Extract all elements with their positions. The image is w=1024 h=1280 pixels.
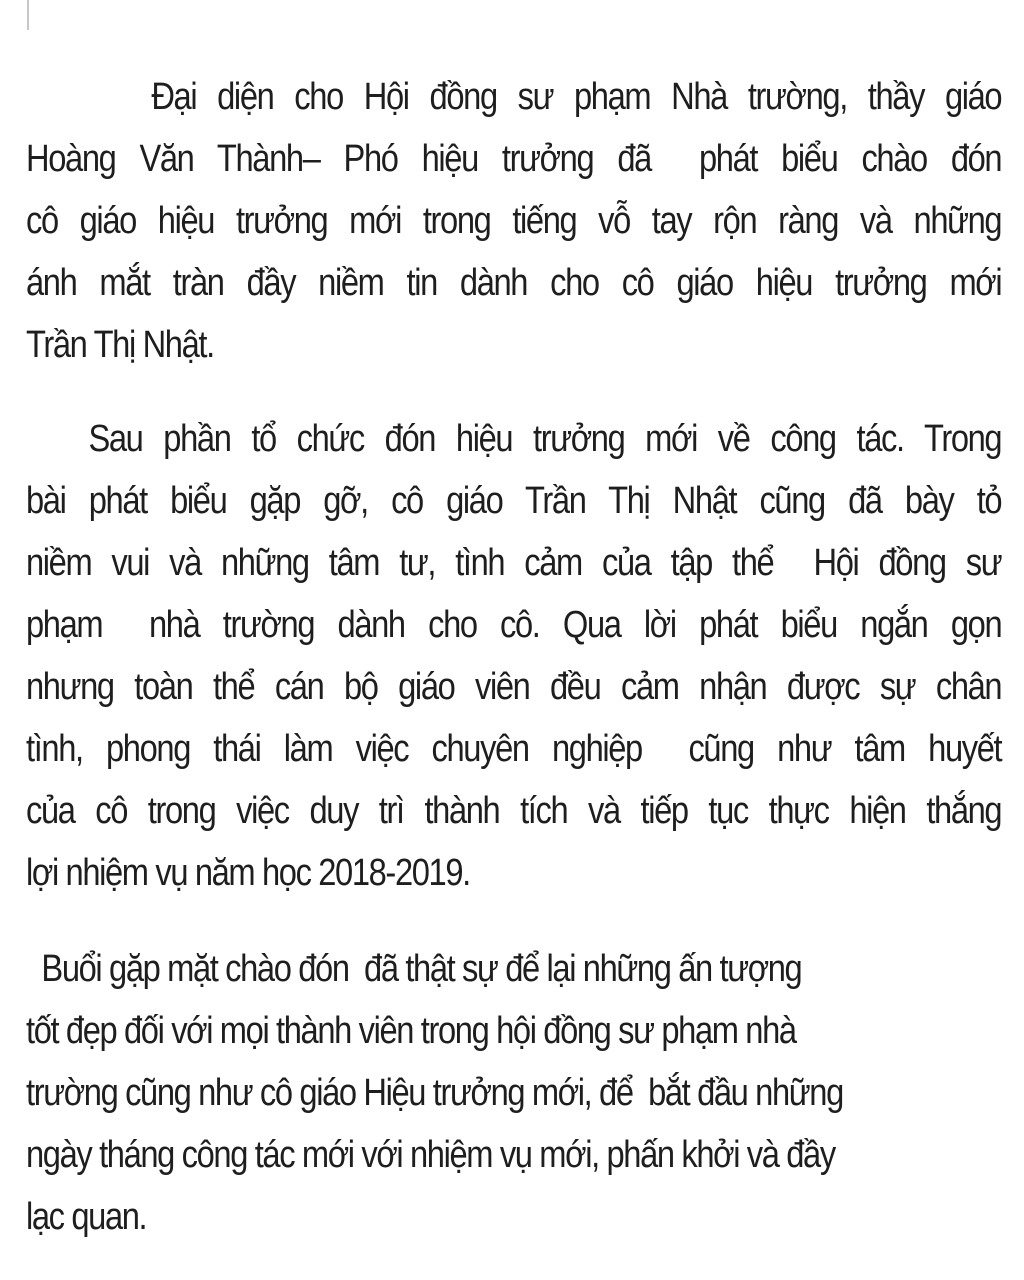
paragraph-2-line-6: tình, phong thái làm việc chuyên nghiệp cũng như tâm huyết [26, 728, 1002, 770]
paragraph-3-line-5: lạc quan. [26, 1196, 147, 1238]
paragraph-3-line-2: tốt đẹp đối với mọi thành viên trong hội đồng sư phạm nhà [26, 1010, 796, 1052]
paragraph-2-line-4: phạm nhà trường dành cho cô. Qua lời phát biểu ngắn gọn [26, 604, 1002, 646]
paragraph-2-line-7: của cô trong việc duy trì thành tích và tiếp tục thực hiện thắng [26, 790, 1002, 832]
paragraph-3-line-1: Buổi gặp mặt chào đón đã thật sự để lại những ấn tượng [26, 948, 802, 990]
paragraph-2-line-3: niềm vui và những tâm tư, tình cảm của tập thể Hội đồng sư [26, 542, 1002, 584]
text-cursor [27, 0, 29, 30]
paragraph-3-line-3: trường cũng như cô giáo Hiệu trưởng mới, để bắt đầu những [26, 1072, 843, 1114]
paragraph-1-line-1: Đại diện cho Hội đồng sư phạm Nhà trường, thầy giáo [26, 76, 1002, 118]
paragraph-3-line-4: ngày tháng công tác mới với nhiệm vụ mới, phấn khởi và đầy [26, 1134, 835, 1176]
paragraph-1-line-2: Hoàng Văn Thành– Phó hiệu trưởng đã phát biểu chào đón [26, 138, 1002, 180]
paragraph-1-line-3: cô giáo hiệu trưởng mới trong tiếng vỗ tay rộn ràng và những [26, 200, 1002, 242]
paragraph-1-line-4: ánh mắt tràn đầy niềm tin dành cho cô giáo hiệu trưởng mới [26, 262, 1002, 304]
paragraph-2-line-8: lợi nhiệm vụ năm học 2018-2019. [26, 852, 470, 894]
paragraph-2-line-2: bài phát biểu gặp gỡ, cô giáo Trần Thị Nhật cũng đã bày tỏ [26, 480, 1002, 522]
paragraph-2-line-5: nhưng toàn thể cán bộ giáo viên đều cảm nhận được sự chân [26, 666, 1002, 708]
paragraph-1-line-5: Trần Thị Nhật. [26, 324, 214, 366]
paragraph-2-line-1: Sau phần tổ chức đón hiệu trưởng mới về công tác. Trong [26, 418, 1002, 460]
paragraph-3 [26, 938, 1002, 1248]
paragraph-1 [26, 66, 1002, 376]
paragraph-2 [26, 408, 1002, 904]
